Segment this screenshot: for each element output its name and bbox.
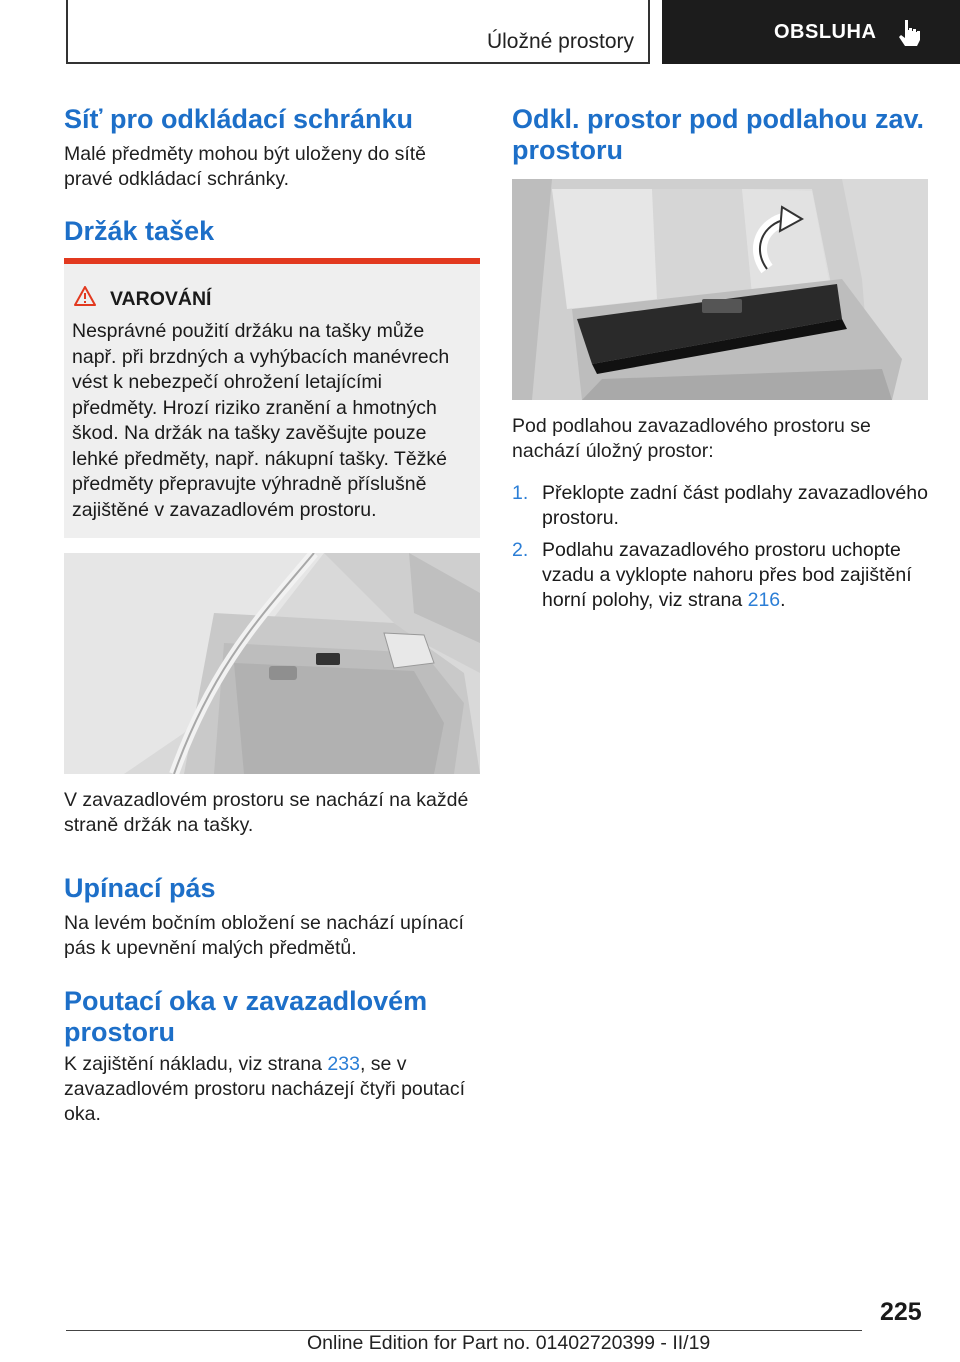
section-heading-underfloor: Odkl. prostor pod podlahou zav. prostoru — [512, 104, 925, 165]
section-heading-net: Síť pro odkládací schránku — [64, 104, 414, 134]
pointing-hand-icon — [896, 18, 922, 46]
tie-down-text-start: K zajištění nákladu, viz strana — [64, 1053, 328, 1075]
section-heading-strap: Upínací pás — [64, 873, 216, 903]
edition-note: Online Edition for Part no. 01402720399 - II/19 — [307, 1332, 711, 1354]
list-item — [512, 481, 932, 533]
warning-text: Nesprávné použití držáku na tašky může např. při brzdných a vyhýbacích manévrech vést k nebezpečí ohrožení letajícími předměty. Hrozí riziko zranění a hmotných škod. Na držák na tašky zavěšujte pouze lehké předměty, např. nákupní tašky. Těžké předměty přepravujte výhradně příslušně zajištěné v zavazadlovém prostoru. — [72, 320, 450, 521]
underfloor-storage-image — [512, 179, 928, 400]
step-text-end: . — [780, 589, 786, 611]
footer-divider — [66, 1330, 862, 1331]
step-text — [542, 538, 932, 613]
page-link-233[interactable]: 233 — [327, 1053, 360, 1075]
section-heading-tie-down: Poutací oka v zavazadlovém prostoru — [64, 986, 428, 1047]
step-number: 2. — [512, 539, 529, 561]
warning-box — [64, 258, 480, 538]
paragraph-net: Malé předměty mohou být uloženy do sítě pravé odkládací schránky. — [64, 143, 427, 190]
page-link-216[interactable]: 216 — [747, 589, 781, 611]
image-caption: V zavazadlovém prostoru se nachází na každé straně držák na tašky. — [64, 789, 469, 836]
chapter-label: OBSLUHA — [774, 20, 877, 43]
underfloor-intro: Pod podlahou zavazadlového prostoru se nachází úložný prostor: — [512, 415, 871, 462]
step-number: 1. — [512, 482, 529, 504]
section-heading-bag-holder: Držák tašek — [64, 216, 215, 246]
bag-holder-image — [64, 553, 480, 774]
warning-bar — [64, 258, 480, 264]
step-text: Překlopte zadní část podlahy zavazadlového prostoru. — [542, 482, 928, 529]
tie-down-text-end: , se v zavazadlovém prostoru nacházejí čtyři poutací oka. — [64, 1053, 466, 1125]
header-section-box — [66, 0, 650, 64]
warning-triangle-icon — [74, 286, 96, 306]
paragraph-tie-down — [64, 1052, 480, 1127]
page-number: 225 — [880, 1298, 922, 1326]
warning-title: VAROVÁNÍ — [110, 288, 212, 310]
list-item — [512, 538, 932, 618]
paragraph-strap: Na levém bočním obložení se nachází upínací pás k upevnění malých předmětů. — [64, 912, 464, 959]
step-text-start: Podlahu zavazadlového prostoru uchopte vzadu a vyklopte nahoru přes bod zajištění horní polohy, viz strana — [542, 539, 912, 611]
section-title: Úložné prostory — [486, 30, 634, 53]
chapter-tab[interactable] — [662, 0, 960, 64]
